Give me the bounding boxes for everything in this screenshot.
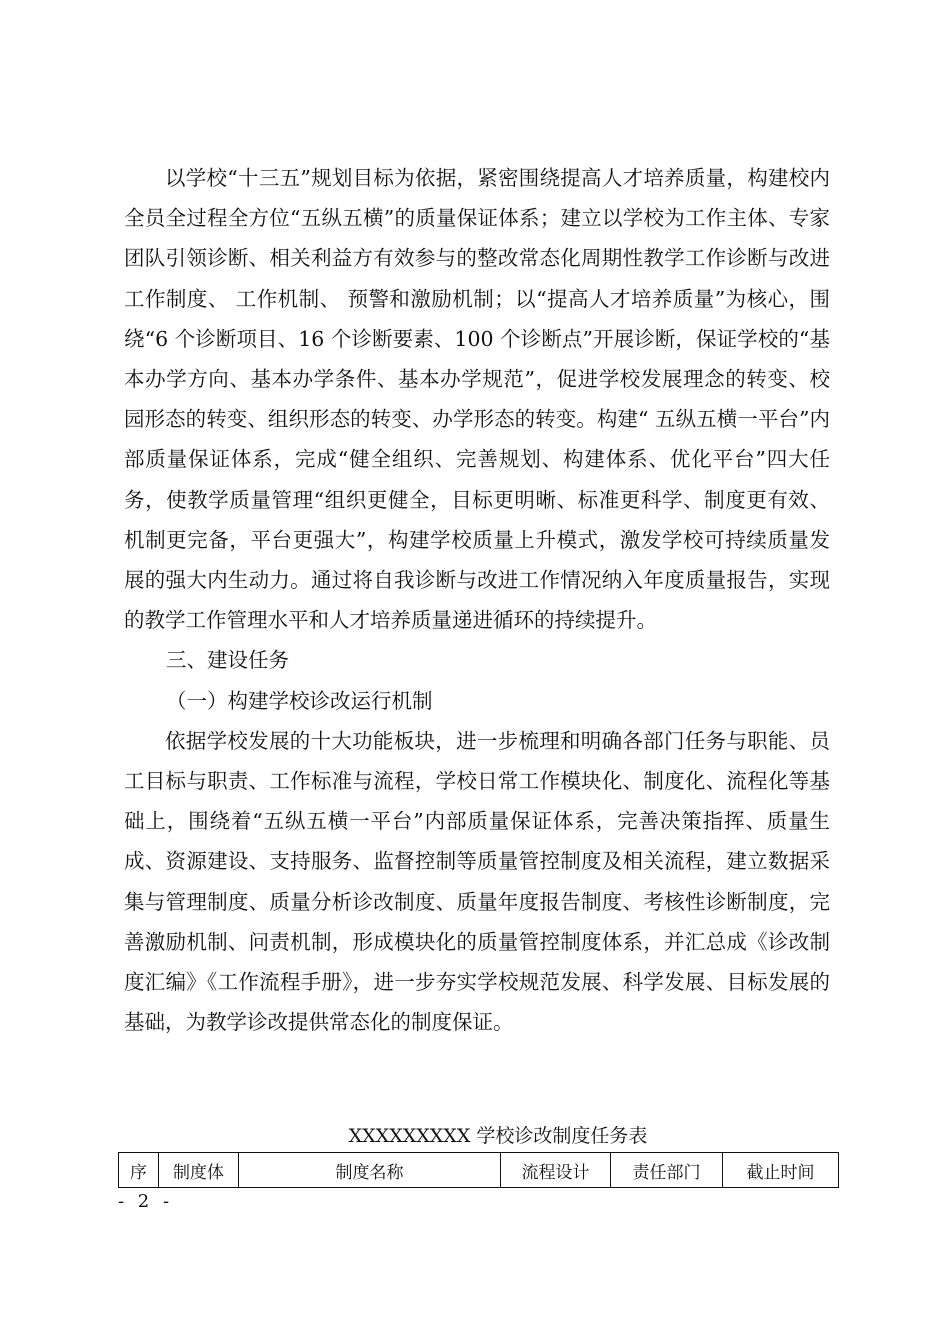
table-header-row [119, 1153, 839, 1188]
table-header-cell: 责任部门 [611, 1153, 723, 1188]
table-header-cell: 截止时间 [723, 1153, 839, 1188]
table-header-cell: 制度名称 [239, 1153, 501, 1188]
table-caption: XXXXXXXXX 学校诊改制度任务表 [348, 1125, 648, 1147]
task-table [118, 1152, 839, 1188]
paragraph-quality-system: 以学校“十三五”规划目标为依据，紧密围绕提高人才培养质量，构建校内全员全过程全方位“五纵五横”的质量保证体系；建立以学校为工作主体、专家团队引领诊断、相关利益方有效参与的整改常态化周期性教学工作诊断与改进工作制度、 工作机制、 预警和激励机制；以“提高人才培养质量”为核心，围绕“6 个诊断项目、16 个诊断要素、100 个诊断点”开展诊断，保证学校的“基本办学方向、基本办学条件、基本办学规范”，促进学校发展理念的转变、校园形态的转变、组织形态的转变、办学形态的转变。构建“ 五纵五横一平台”内部质量保证体系，完成“健全组织、完善规划、构建体系、优化平台”四大任务，使教学质量管理“组织更健全，目标更明晰、标准更科学、制度更有效、机制更完备，平台更强大”，构建学校质量上升模式，激发学校可持续质量发展的强大内生动力。通过将自我诊断与改进工作情况纳入年度质量报告，实现的教学工作管理水平和人才培养质量递进循环的持续提升。 [124, 166, 830, 633]
table-header-cell: 流程设计 [501, 1153, 611, 1188]
paragraph-mechanism: 依据学校发展的十大功能板块，进一步梳理和明确各部门任务与职能、员工目标与职责、工作标准与流程，学校日常工作模块化、制度化、流程化等基础上，围绕着“五纵五横一平台”内部质量保证体系，完善决策指挥、质量生成、资源建设、支持服务、监督控制等质量管控制度及相关流程，建立数据采集与管理制度、质量分析诊改制度、质量年度报告制度、考核性诊断制度，完善激励机制、问责机制，形成模块化的质量管控制度体系，并汇总成《诊改制度汇编》《工作流程手册》，进一步夯实学校规范发展、科学发展、目标发展的基础，为教学诊改提供常态化的制度保证。 [124, 728, 830, 1035]
subsection-heading-mechanism: （一）构建学校诊改运行机制 [166, 688, 433, 713]
section-heading-construction-tasks: 三、建设任务 [166, 648, 289, 673]
page-number: - 2 - [118, 1191, 174, 1212]
table-header-cell: 序 [119, 1153, 159, 1188]
document-body [124, 158, 830, 1042]
table-header-cell: 制度体 [159, 1153, 239, 1188]
